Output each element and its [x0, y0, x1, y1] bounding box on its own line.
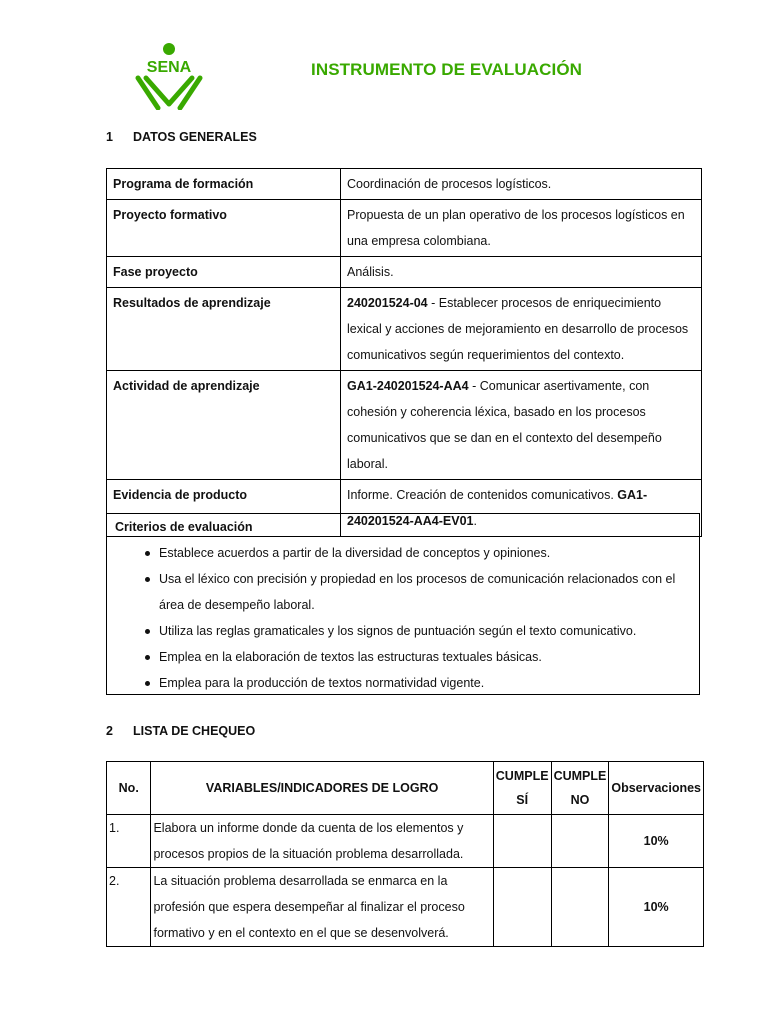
row-indicator: La situación problema desarrollada se enmarca en la profesión que espera desempeñar al finalizar el proceso formativo y en el contexto en el que se desenvolverá.	[151, 868, 493, 947]
table-row	[107, 868, 704, 947]
evidencia-code: GA1-240201524-AA4-EV01	[347, 488, 648, 528]
checklist-table	[106, 761, 704, 947]
header-no: No.	[107, 762, 151, 815]
value-programa: Coordinación de procesos logísticos.	[341, 169, 702, 200]
header-no-label: NO	[570, 793, 590, 807]
label-proyecto: Proyecto formativo	[107, 200, 341, 257]
table-row	[107, 815, 704, 868]
row-cumple-si	[493, 815, 551, 868]
label-fase: Fase proyecto	[107, 257, 341, 288]
list-item: Usa el léxico con precisión y propiedad en los procesos de comunicación relacionados con el área de desempeño laboral.	[115, 566, 691, 618]
section-1-title: DATOS GENERALES	[133, 130, 257, 144]
value-proyecto: Propuesta de un plan operativo de los procesos logísticos en una empresa colombiana.	[341, 200, 702, 257]
header-cumple-label: CUMPLE	[553, 769, 607, 783]
section-2-heading	[106, 724, 255, 738]
table-row	[107, 257, 702, 288]
header-cumple-si	[493, 762, 551, 815]
criteria-title: Criterios de evaluación	[115, 520, 253, 534]
section-1-heading	[106, 130, 257, 144]
row-cumple-si	[493, 868, 551, 947]
table-header-row	[107, 762, 704, 815]
value-actividad	[341, 371, 702, 480]
resultados-code: 240201524-04	[347, 296, 428, 310]
row-number: 2.	[107, 868, 151, 947]
table-row	[107, 169, 702, 200]
actividad-text: - Comunicar asertivamente, con cohesión y coherencia léxica, basado en los procesos comunicativos que se dan en el contexto del desempeño laboral.	[347, 379, 662, 471]
label-actividad: Actividad de aprendizaje	[107, 371, 341, 480]
evidencia-text: Informe. Creación de contenidos comunicativos.	[347, 488, 618, 502]
label-programa: Programa de formación	[107, 169, 341, 200]
evidencia-suffix: .	[473, 514, 477, 528]
row-indicator: Elabora un informe donde da cuenta de los elementos y procesos propios de la situación problema desarrollada.	[151, 815, 493, 868]
row-number: 1.	[107, 815, 151, 868]
sena-logo	[134, 42, 204, 110]
criteria-list	[115, 540, 691, 696]
header-cumple-label: CUMPLE	[495, 769, 549, 783]
list-item: Emplea para la producción de textos normatividad vigente.	[115, 670, 691, 696]
criteria-box	[106, 513, 700, 695]
table-row	[107, 288, 702, 371]
logo-text: SENA	[146, 59, 192, 76]
actividad-code: GA1-240201524-AA4	[347, 379, 469, 393]
resultados-text: - Establecer procesos de enriquecimiento lexical y acciones de mejoramiento en desarrollo de procesos comunicativos según requerimientos del contexto.	[347, 296, 689, 362]
label-resultados: Resultados de aprendizaje	[107, 288, 341, 371]
list-item: Utiliza las reglas gramaticales y los signos de puntuación según el texto comunicativo.	[115, 618, 691, 644]
value-fase: Análisis.	[341, 257, 702, 288]
header-si-label: SÍ	[516, 793, 529, 807]
section-1-number: 1	[106, 130, 113, 144]
value-resultados	[341, 288, 702, 371]
document-title: INSTRUMENTO DE EVALUACIÓN	[311, 60, 583, 79]
label-evidencia: Evidencia de producto	[107, 480, 341, 537]
general-data-table	[106, 168, 702, 537]
header-variables: VARIABLES/INDICADORES DE LOGRO	[151, 762, 493, 815]
table-row	[107, 200, 702, 257]
row-cumple-no	[551, 868, 609, 947]
list-item: Establece acuerdos a partir de la diversidad de conceptos y opiniones.	[115, 540, 691, 566]
header-cumple-no	[551, 762, 609, 815]
table-row	[107, 371, 702, 480]
section-2-number: 2	[106, 724, 113, 738]
row-observaciones: 10%	[609, 815, 704, 868]
row-cumple-no	[551, 815, 609, 868]
section-2-title: LISTA DE CHEQUEO	[133, 724, 256, 738]
list-item: Emplea en la elaboración de textos las estructuras textuales básicas.	[115, 644, 691, 670]
header-observaciones: Observaciones	[609, 762, 704, 815]
row-observaciones: 10%	[609, 868, 704, 947]
